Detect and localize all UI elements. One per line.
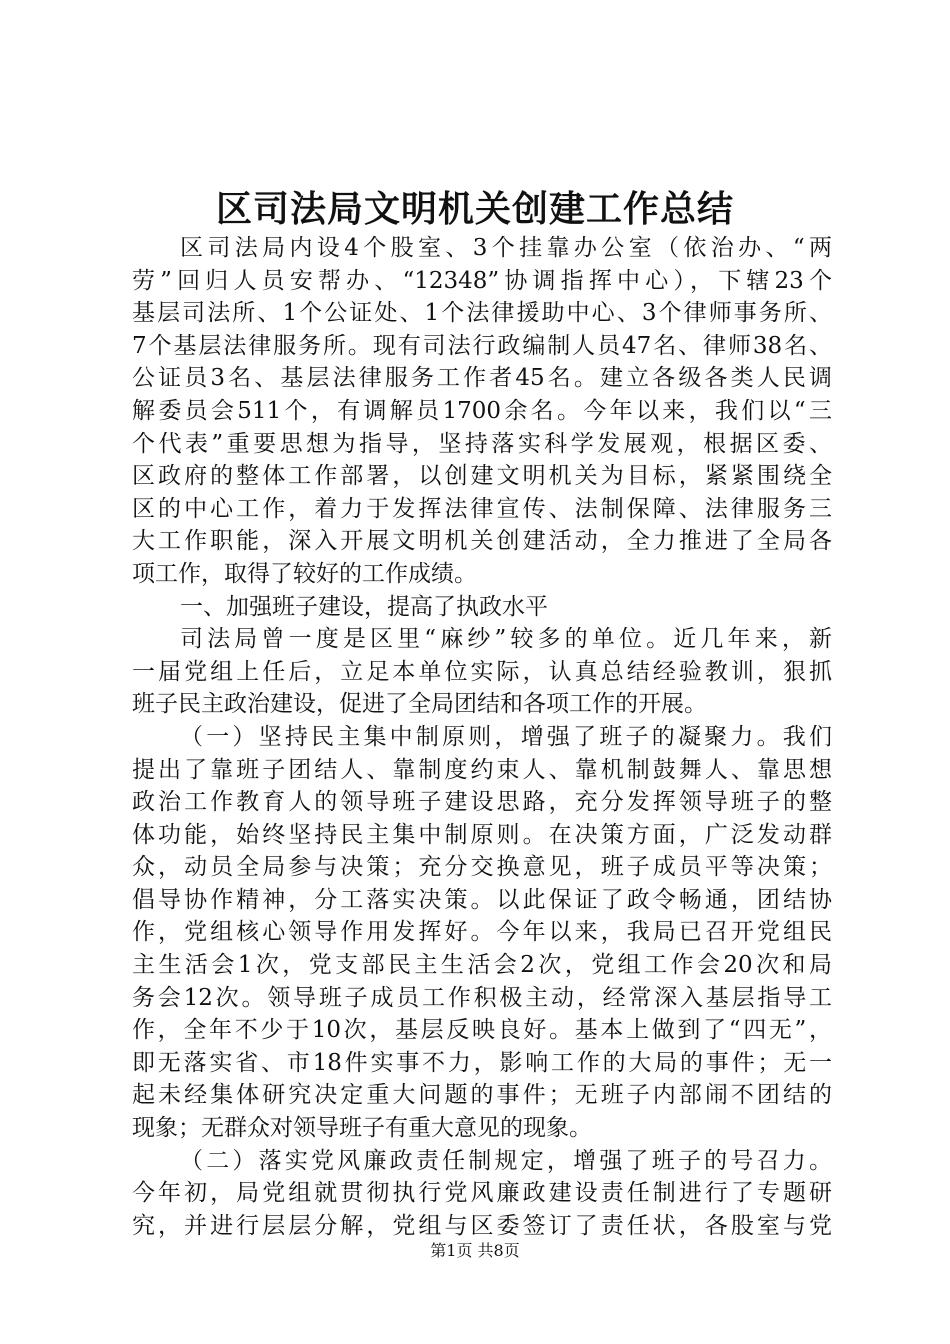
body-text-line: 起未经集体研究决定重大问题的事件；无班子内部闹不团结的 [132,1082,832,1109]
body-text-line: 体功能，始终坚持民主集中制原则。在决策方面，广泛发动群 [132,821,832,848]
body-text-line: 提出了靠班子团结人、靠制度约束人、靠机制鼓舞人、靠思想 [132,756,832,783]
body-text-line: 一届党组上任后，立足本单位实际，认真总结经验教训，狠抓 [132,658,832,685]
body-text-line: 区政府的整体工作部署，以创建文明机关为目标，紧紧围绕全 [132,463,832,490]
body-text-line: 众，动员全局参与决策；充分交换意见，班子成员平等决策； [132,854,832,881]
body-text-line: 司法局曾一度是区里“麻纱”较多的单位。近几年来，新 [180,626,832,653]
body-text-line: （一）坚持民主集中制原则，增强了班子的凝聚力。我们 [180,723,832,750]
body-text-line: 一、加强班子建设，提高了执政水平 [180,593,548,620]
body-text-line: 政治工作教育人的领导班子建设思路，充分发挥领导班子的整 [132,789,832,816]
body-text-line: 务会12次。领导班子成员工作积极主动，经常深入基层指导工 [132,984,832,1011]
body-text-line: 倡导协作精神，分工落实决策。以此保证了政令畅通，团结协 [132,886,832,913]
body-text-line: 公证员3名、基层法律服务工作者45名。建立各级各类人民调 [132,365,832,392]
body-text-line: 区的中心工作，着力于发挥法律宣传、法制保障、法律服务三 [132,495,832,522]
body-text-line: 今年初，局党组就贯彻执行党风廉政建设责任制进行了专题研 [132,1180,832,1207]
body-text-line: （二）落实党风廉政责任制规定，增强了班子的号召力。 [180,1147,832,1174]
document-title: 区司法局文明机关创建工作总结 [215,188,734,230]
page-footer: 第1页 共8页 [430,1241,520,1260]
body-text-line: 即无落实省、市18件实事不力，影响工作的大局的事件；无一 [132,1049,832,1076]
body-text-line: 主生活会1次，党支部民主生活会2次，党组工作会20次和局 [132,952,832,979]
body-text-line: 班子民主政治建设，促进了全局团结和各项工作的开展。 [132,691,707,718]
body-text-line: 作，党组核心领导作用发挥好。今年以来，我局已召开党组民 [132,919,832,946]
body-text-line: 区司法局内设4个股室、3个挂靠办公室（依治办、“两 [180,235,832,261]
body-text-line: 基层司法所、1个公证处、1个法律援助中心、3个律师事务所、 [132,300,832,327]
body-text-line: 7个基层法律服务所。现有司法行政编制人员47名、律师38名、 [132,332,832,359]
body-text-line: 大工作职能，深入开展文明机关创建活动，全力推进了全局各 [132,528,832,555]
body-text-line: 现象；无群众对领导班子有重大意见的现象。 [132,1115,592,1142]
document-body [132,232,832,1242]
body-text-line: 项工作，取得了较好的工作成绩。 [132,560,477,587]
body-text-line: 作，全年不少于10次，基层反映良好。基本上做到了“四无”， [132,1017,832,1044]
body-text-line: 解委员会511个，有调解员1700余名。今年以来，我们以“三 [132,397,832,424]
body-text-line: 个代表”重要思想为指导，坚持落实科学发展观，根据区委、 [132,430,832,457]
body-text-line: 究，并进行层层分解，党组与区委签订了责任状，各股室与党 [132,1212,832,1239]
body-text-line: 劳”回归人员安帮办、“12348”协调指挥中心），下辖23个 [132,267,832,294]
